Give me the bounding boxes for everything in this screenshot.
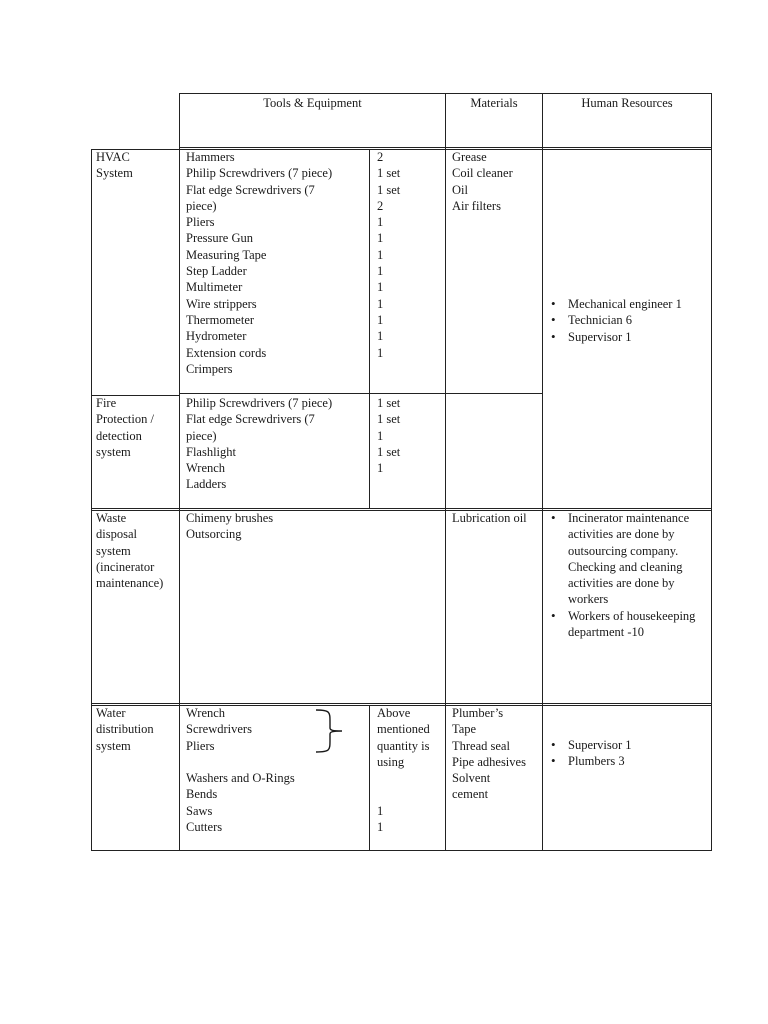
- system-name-line: detection: [96, 428, 142, 443]
- water-hr-cell: [545, 737, 709, 770]
- water-quantity-cell: [377, 705, 443, 835]
- quantity-item: 1: [377, 215, 384, 230]
- system-name-line: HVAC: [96, 150, 130, 164]
- quantity-note-line: mentioned: [377, 722, 430, 737]
- tool-item: Wire strippers: [186, 296, 257, 311]
- quantity-item: 2: [377, 198, 384, 213]
- system-name-line: system: [96, 738, 131, 753]
- tool-item: Ladders: [186, 477, 227, 492]
- water-system-cell: [96, 705, 178, 754]
- hr-list: [545, 510, 705, 640]
- material-item: Tape: [452, 722, 477, 737]
- system-name-line: Protection /: [96, 412, 154, 427]
- tool-item: Hammers: [186, 150, 235, 164]
- tool-item: Pliers: [186, 738, 215, 753]
- tool-item: Wrench: [186, 706, 226, 720]
- hr-list: [545, 737, 709, 770]
- quantity-item: 1: [377, 296, 384, 311]
- tool-item: Wrench: [186, 461, 226, 476]
- hr-item: • Plumbers 3: [545, 753, 709, 769]
- quantity-item: 2: [377, 150, 384, 164]
- quantity-item: 1 set: [377, 182, 401, 197]
- quantity-item: 1 set: [377, 396, 401, 410]
- quantity-item: 1: [377, 461, 384, 476]
- hr-item: • Workers of housekeeping department -10: [545, 608, 705, 641]
- material-item: Oil: [452, 182, 468, 197]
- fire-quantity-cell: [377, 395, 443, 476]
- quantity-item: 1: [377, 231, 384, 246]
- tool-item: Bends: [186, 787, 218, 802]
- waste-hr-cell: [545, 510, 705, 640]
- header-materials: [446, 95, 542, 111]
- quantity-item: 1: [377, 247, 384, 262]
- quantity-note-line: quantity is: [377, 738, 430, 753]
- fire-system-cell: [96, 395, 178, 460]
- hr-item: • Technician 6: [545, 312, 709, 328]
- hvac-quantity-cell: [377, 149, 443, 361]
- quantity-item: 1: [377, 264, 384, 279]
- hr-item: • Incinerator maintenance activities are done by outsourcing company. Checking and cleaning activities are done by workers: [545, 510, 705, 608]
- system-name-line: maintenance): [96, 576, 164, 591]
- material-item: Coil cleaner: [452, 166, 513, 181]
- tool-item: Extension cords: [186, 345, 267, 360]
- tool-item: Chimeny brushes: [186, 511, 274, 525]
- tool-item: Philip Screwdrivers (7 piece): [186, 166, 333, 181]
- system-name-line: (incinerator: [96, 559, 155, 574]
- system-name-line: system: [96, 444, 131, 459]
- quantity-item: 1: [377, 329, 384, 344]
- water-materials-cell: [452, 705, 542, 803]
- hvac-fire-hr-cell: [545, 296, 709, 345]
- waste-materials-cell: [452, 510, 542, 526]
- tool-item: piece): [186, 198, 217, 213]
- system-name-line: Fire: [96, 396, 117, 410]
- waste-system-cell: [96, 510, 178, 591]
- tool-item: Thermometer: [186, 312, 255, 327]
- quantity-item: 1: [377, 820, 384, 835]
- system-name-line: system: [96, 543, 131, 558]
- material-item: Solvent: [452, 771, 491, 786]
- material-item: Thread seal: [452, 738, 510, 753]
- tool-item: Pressure Gun: [186, 231, 254, 246]
- tool-item: Step Ladder: [186, 264, 247, 279]
- hr-item: • Mechanical engineer 1: [545, 296, 709, 312]
- tool-item: Multimeter: [186, 280, 243, 295]
- hvac-materials-cell: [452, 149, 542, 214]
- fire-tools-cell: [186, 395, 368, 493]
- system-name-line: Water: [96, 706, 126, 720]
- tool-item: piece): [186, 428, 217, 443]
- tool-item: Flashlight: [186, 444, 237, 459]
- tool-item: Philip Screwdrivers (7 piece): [186, 396, 333, 410]
- material-item: Air filters: [452, 198, 501, 213]
- tool-item: Crimpers: [186, 361, 233, 376]
- hvac-tools-cell: [186, 149, 368, 377]
- header-tools-equipment: [180, 95, 445, 111]
- tool-item: Flat edge Screwdrivers (7: [186, 412, 315, 427]
- quantity-note-line: Above: [377, 706, 411, 720]
- quantity-item: 1 set: [377, 412, 401, 427]
- header-hr-label: Human Resources: [581, 96, 673, 110]
- material-item: cement: [452, 787, 489, 802]
- tool-item: Flat edge Screwdrivers (7: [186, 182, 315, 197]
- quantity-item: 1 set: [377, 166, 401, 181]
- material-item: Lubrication oil: [452, 511, 527, 525]
- system-name-line: disposal: [96, 527, 137, 542]
- tool-item: Outsorcing: [186, 527, 242, 542]
- tool-item: Saws: [186, 803, 213, 818]
- quantity-item: 1: [377, 312, 384, 327]
- system-name-line: distribution: [96, 722, 154, 737]
- material-item: Grease: [452, 150, 487, 164]
- material-item: Pipe adhesives: [452, 754, 526, 769]
- hr-item: • Supervisor 1: [545, 329, 709, 345]
- system-name-line: Waste: [96, 511, 127, 525]
- tool-item: Hydrometer: [186, 329, 247, 344]
- quantity-note-line: using: [377, 754, 405, 769]
- waste-tools-cell: [186, 510, 444, 543]
- header-tools-label: Tools & Equipment: [263, 96, 362, 110]
- tool-item: Screwdrivers: [186, 722, 252, 737]
- tool-item: Cutters: [186, 820, 223, 835]
- tool-item: Measuring Tape: [186, 247, 267, 262]
- quantity-item: 1: [377, 428, 384, 443]
- hr-item: • Supervisor 1: [545, 737, 709, 753]
- tool-item: Washers and O-Rings: [186, 771, 295, 786]
- quantity-item: 1: [377, 280, 384, 295]
- hr-list: [545, 296, 709, 345]
- material-item: Plumber’s: [452, 706, 504, 720]
- header-materials-label: Materials: [470, 96, 518, 110]
- tool-item: Pliers: [186, 215, 215, 230]
- header-human-resources: [543, 95, 711, 111]
- hvac-system-cell: [96, 149, 178, 182]
- right-brace-icon: [312, 708, 346, 754]
- quantity-item: 1: [377, 803, 384, 818]
- quantity-item: 1 set: [377, 444, 401, 459]
- quantity-item: 1: [377, 345, 384, 360]
- system-name-line: System: [96, 166, 133, 181]
